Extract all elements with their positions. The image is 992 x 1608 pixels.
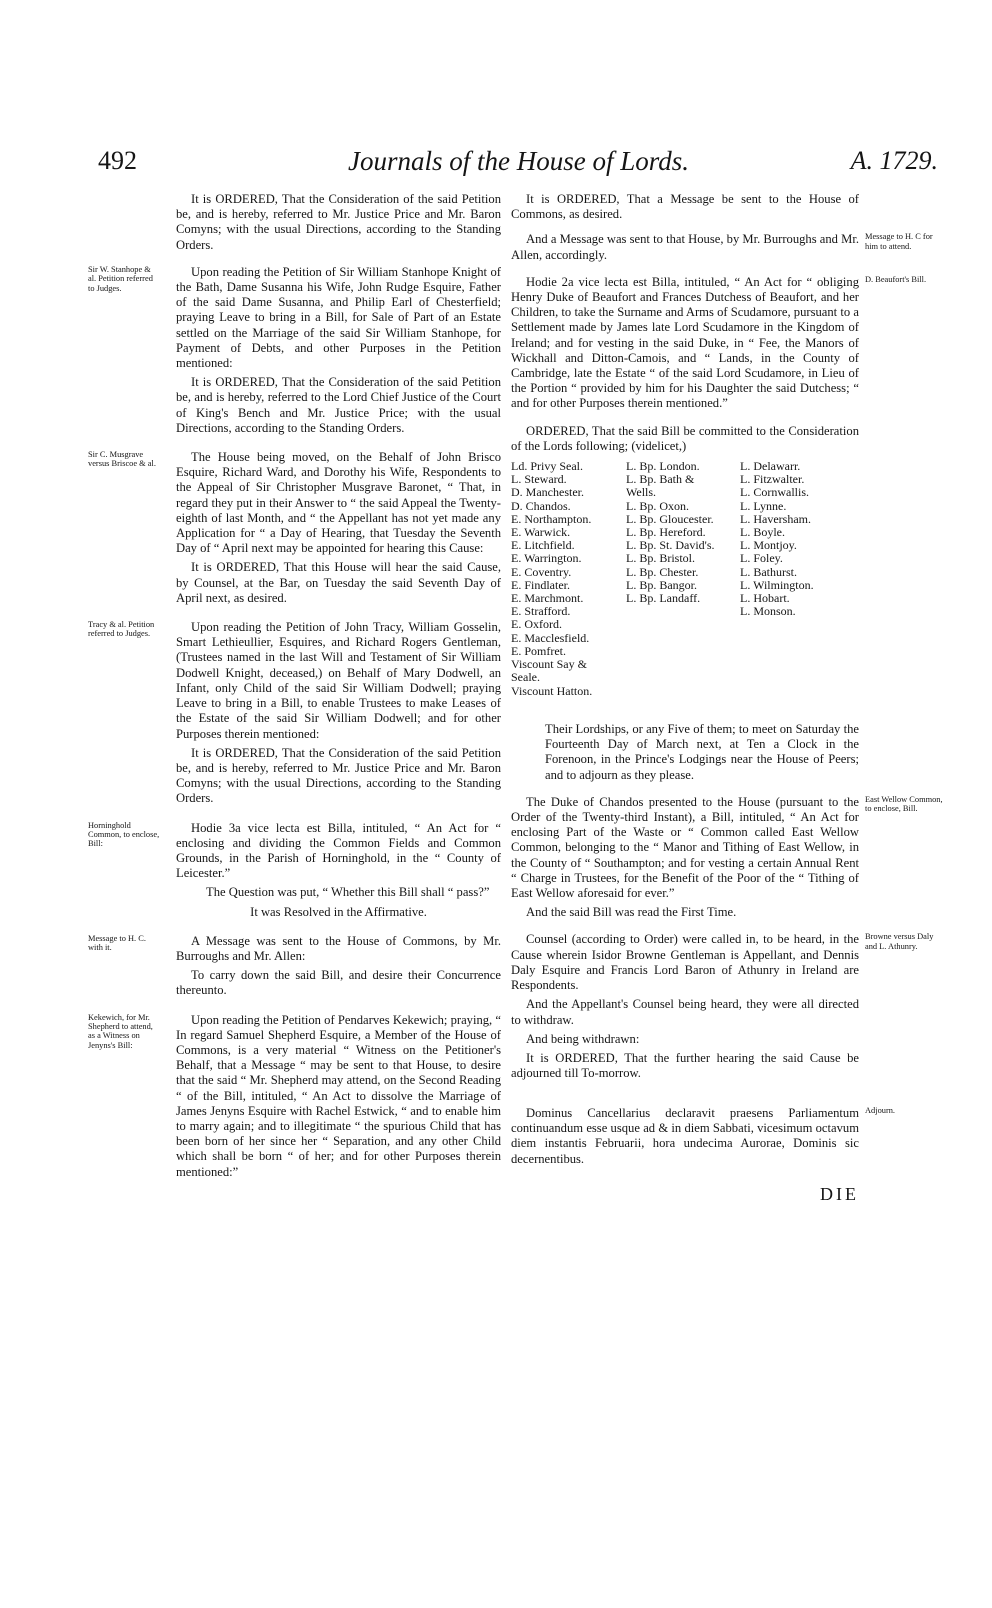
lord-name: L. Bp. Bangor. [626, 577, 697, 592]
lord-name: D. Manchester. [511, 485, 584, 500]
lord-name: L. Wilmington. [740, 577, 814, 592]
lord-name: Ld. Privy Seal. [511, 459, 583, 474]
margin-note: Browne versus Daly and L. Athunry. [865, 932, 934, 951]
running-title-of: of [585, 146, 621, 176]
running-title-lords: Lords. [620, 146, 690, 176]
lord-name: L. Cornwallis. [740, 485, 809, 500]
lord-name: E. Findlater. [511, 577, 570, 592]
lord-name: L. Bathurst. [740, 564, 797, 579]
lord-name: L. Bp. Hereford. [626, 525, 706, 540]
lord-name: L. Lynne. [740, 498, 787, 513]
lord-name: L. Bp. Bath & [626, 472, 695, 487]
paragraph: Upon reading the Petition of Sir William Stanhope Knight of the Bath, Dame Susanna his Wife, John Rudge Esquire, Father of the said Dame Susanna, and Philip Earl of Chesterfield; praying Leave to bring in a Bill, for Sale of Part of an Estate settled on the Marriage of the said Sir William Stanhope, for Payment of Debts, and other Purposes in the Petition mentioned: [176, 264, 501, 371]
lord-name: D. Chandos. [511, 498, 571, 513]
lord-name: L. Fitzwalter. [740, 472, 805, 487]
paragraph: Their Lordships, or any Five of them; to meet on Saturday the Fourteenth Day of March next, at Ten a Clock in the Forenoon, in the Prince's Lodgings near the House of Peers; and to adjourn as they please. [545, 722, 859, 782]
paragraph: Hodie 3a vice lecta est Billa, intituled, “ An Act for “ enclosing and dividing the Common Fields and Common Grounds, in the Parish of Horninghold, in the “ County of Leicester.” [176, 820, 501, 881]
lord-name: Wells. [626, 485, 657, 500]
catchword: DIE [820, 1183, 859, 1204]
page-header [98, 146, 938, 186]
margin-note: Sir W. Stanhope & al. Petition referred to Judges. [88, 264, 153, 293]
lord-name: E. Macclesfield. [511, 630, 590, 645]
lord-name: Viscount Hatton. [511, 683, 593, 698]
running-title-house: House [516, 146, 586, 176]
lord-name: E. Northampton. [511, 511, 592, 526]
lord-name: E. Warrington. [511, 551, 582, 566]
page-number: 492 [98, 146, 137, 175]
running-title-of-the: of the [442, 146, 517, 176]
lords-committee-list [511, 460, 859, 718]
lord-name: L. Bp. London. [626, 459, 700, 474]
margin-note: Message to H. C. with it. [88, 933, 146, 953]
margin-note: Sir C. Musgrave versus Briscoe & al. [88, 450, 156, 469]
lord-name: L. Montjoy. [740, 538, 797, 553]
lords-column-barons [740, 460, 850, 618]
margin-note: Message to H. C for him to attend. [865, 232, 933, 251]
paragraph: It is ORDERED, That the further hearing the said Cause be adjourned till To-morrow. [511, 1050, 859, 1081]
lord-name: Viscount Say & [511, 657, 587, 672]
lord-name: L. Bp. Bristol. [626, 551, 696, 566]
lord-name: L. Bp. Gloucester. [626, 511, 714, 526]
paragraph: It is ORDERED, That the Consideration of the said Petition be, and is hereby, referred to Mr. Justice Price and Mr. Baron Comyns; with the usual Directions, according to the Standing Orders. [176, 745, 501, 806]
paragraph: It is ORDERED, That the Consideration of the said Petition be, and is hereby, referred to the Lord Chief Justice of the Court of King's Bench and Mr. Justice Price; with the usual Directions, according to the Standing Orders. [176, 375, 501, 435]
paragraph: Counsel (according to Order) were called in, to be heard, in the Cause wherein Isidor Browne Gentleman is Appellant, and Dennis Daly Esquire and Francis Lord Baron of Athunry in Ireland are Respondents. [511, 932, 859, 993]
paragraph: Upon reading the Petition of Pendarves Kekewich; praying, “ In regard Samuel Shepherd Esquire, a Member of the House of Commons, is a very material “ Witness on the Petitioner's Behalf, that a Message “ may be sent to that House, to desire that the said “ Mr. Shepherd may attend, on the Second Reading “ of the Bill, intituled, “ An Act to dissolve the Marriage of James Jenyns Esquire with Rachel Estwick, “ and to enable him to marry again; and to illegitimate “ the spurious Child that has been born of her since her “ Separation, and any other Child which shall be born “ of her; and for other Purposes therein mentioned:” [176, 1012, 501, 1179]
lord-name: L. Bp. Oxon. [626, 498, 689, 513]
lord-name: L. Bp. St. David's. [626, 538, 715, 553]
right-column [511, 192, 943, 1204]
paragraph: And being withdrawn: [526, 1031, 640, 1046]
paragraph: It was Resolved in the Affirmative. [250, 904, 427, 919]
lords-column-bishops [626, 460, 740, 605]
lord-name: E. Warwick. [511, 525, 571, 540]
running-title [348, 146, 689, 177]
adjournment-paragraph: Dominus Cancellarius declaravit praesens Parliamentum continuandum esse usque ad & in diem Sabbati, vicesimum octavum diem instantis Februarii, hora undecima Aurorae, Dominis sic decernentibus. [511, 1105, 859, 1166]
lord-name: L. Foley. [740, 551, 783, 566]
margin-note: Horninghold Common, to enclose, Bill: [88, 820, 160, 849]
paragraph: It is ORDERED, That a Message be sent to the House of Commons, as desired. [511, 192, 859, 222]
margin-note: Adjourn. [865, 1105, 896, 1115]
paragraph: Upon reading the Petition of John Tracy, William Gosselin, Smart Lethieullier, Esquires, and Richard Rogers Gentleman, (Trustees named in the last Will and Testament of Sir William Dodwell Knight, deceased,) on Behalf of Mary Dodwell, an Infant, only Child of the said Sir William Dodwell; praying Leave to bring in a Bill, to enable Trustees to make Leases of the Estate of the said Sir William Dodwell; and for other Purposes therein mentioned: [176, 620, 501, 741]
paragraph: It is ORDERED, That the Consideration of the said Petition be, and is hereby, referred to Mr. Justice Price and Mr. Baron Comyns; with the usual Directions, according to the Standing Orders. [176, 192, 501, 252]
lord-name: L. Hobart. [740, 591, 790, 606]
margin-note: Kekewich, for Mr. Shepherd to attend, as a Witness on Jenyns's Bill: [88, 1012, 153, 1050]
year: A. 1729. [850, 146, 938, 175]
paragraph: A Message was sent to the House of Commons, by Mr. Burroughs and Mr. Allen: [176, 933, 501, 963]
paragraph: To carry down the said Bill, and desire their Concurrence thereunto. [176, 968, 501, 998]
margin-note: Tracy & al. Petition referred to Judges. [88, 620, 155, 639]
margin-note: East Wellow Common, to enclose, Bill. [865, 794, 943, 814]
lord-name: L. Boyle. [740, 525, 785, 540]
lord-name: L. Monson. [740, 604, 796, 619]
lord-name: E. Pomfret. [511, 643, 566, 658]
running-title-journals: Journals [348, 146, 443, 176]
lord-name: L. Bp. Landaff. [626, 591, 701, 606]
paragraph: And a Message was sent to that House, by Mr. Burroughs and Mr. Allen, accordingly. [511, 232, 859, 262]
paragraph: The Question was put, “ Whether this Bill shall “ pass?” [206, 885, 490, 900]
lord-name: L. Steward. [511, 472, 567, 487]
left-column [88, 192, 501, 1180]
paragraph: ORDERED, That the said Bill be committed to the Consideration of the Lords following; (videlicet,) [511, 423, 859, 453]
paragraph: The Duke of Chandos presented to the House (pursuant to the Order of the Twenty-third Instant), a Bill, intituled, “ An Act for enclosing Part of the Waste or “ Common called East Wellow Common, belonging to the “ Manor and Tithing of East Wellow, in the County of “ Southampton; and for vesting a certain Annual Rent “ Charge in Trustees, for the Benefit of the Poor of the “ Tithing of East Wellow aforesaid for ever.” [511, 794, 859, 901]
paragraph: And the Appellant's Counsel being heard, they were all directed to withdraw. [511, 997, 859, 1027]
lords-column-temporal [511, 460, 621, 698]
paragraph: The House being moved, on the Behalf of John Brisco Esquire, Richard Ward, and Dorothy his Wife, Respondents to the Appeal of Sir Christopher Musgrave Baronet, “ That, in regard they put in their Answer to “ the said Appeal the Twenty-eighth of last Month, and “ the Appellant has not yet made any Application for “ a Day of Hearing, that Tuesday the Seventh Day of “ April next may be appointed for hearing this Cause: [176, 450, 501, 556]
lord-name: Seale. [511, 670, 540, 685]
lord-name: E. Oxford. [511, 617, 562, 632]
lord-name: E. Coventry. [511, 564, 572, 579]
margin-note: D. Beaufort's Bill. [865, 274, 927, 284]
lord-name: L. Bp. Chester. [626, 564, 699, 579]
paragraph: Hodie 2a vice lecta est Billa, intituled, “ An Act for “ obliging Henry Duke of Beaufort and Frances Dutchess of Beaufort, and her Children, to take the Surname and Arms of Scudamore, pursuant to a Settlement made by James late Lord Scudamore in the Kingdom of Ireland; and for vesting in the said Duke, in “ Fee, the Manors of Wickhall and Ditton-Camois, and “ Lands, in the County of Cambridge, late the Estate “ of the said Lord Scudamore, in Lieu of the Portion “ provided by him for his Daughter the said Dutchess; “ and for other Purposes therein mentioned.” [511, 274, 859, 411]
paragraph: It is ORDERED, That this House will hear the said Cause, by Counsel, at the Bar, on Tuesday the said Seventh Day of April next, as desired. [176, 560, 501, 605]
lord-name: E. Marchmont. [511, 591, 584, 606]
lord-name: E. Litchfield. [511, 538, 575, 553]
paragraph: And the said Bill was read the First Time. [526, 905, 737, 920]
lord-name: E. Strafford. [511, 604, 571, 619]
lord-name: L. Haversham. [740, 511, 811, 526]
lord-name: L. Delawarr. [740, 459, 801, 474]
